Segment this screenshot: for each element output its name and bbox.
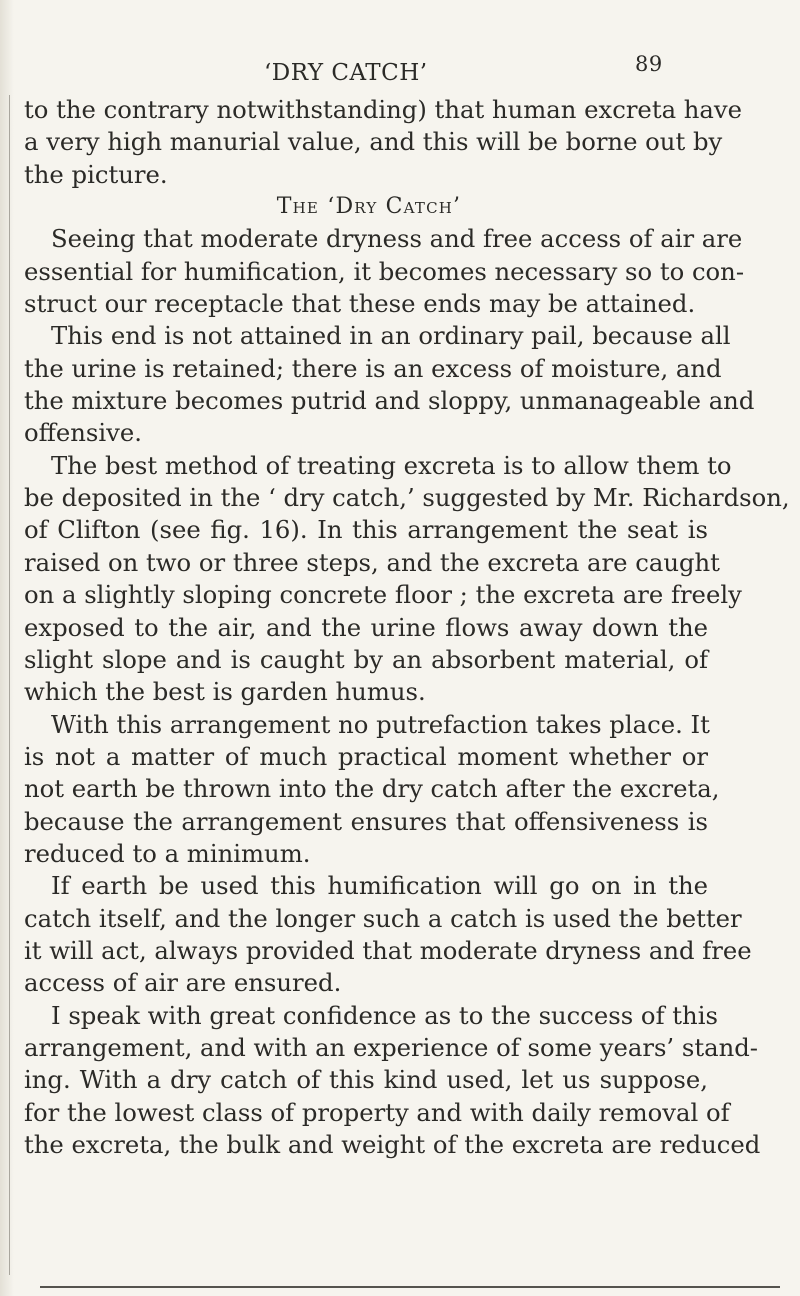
- text-line: not earth be thrown into the dry catch after the excreta,: [24, 774, 720, 804]
- text-line: Seeing that moderate dryness and free access of air are: [51, 224, 743, 254]
- page-left-edge-shadow: [0, 0, 14, 1296]
- text-line: reduced to a minimum.: [24, 838, 311, 868]
- text-line: the excreta, the bulk and weight of the excreta are reduced: [24, 1130, 761, 1159]
- text-line: the mixture becomes putrid and sloppy, unmanageable and: [24, 386, 755, 416]
- text-line: is not a matter of much practical moment whether or: [24, 741, 708, 771]
- text-line: ing. With a dry catch of this kind used, let us suppose,: [24, 1065, 708, 1095]
- text-line: on a slightly sloping concrete floor ; the excreta are freely: [24, 580, 742, 610]
- text-line: This end is not attained in an ordinary pail, because all: [51, 321, 731, 351]
- text-line: arrangement, and with an experience of some years’ stand-: [24, 1032, 758, 1062]
- text-line: raised on two or three steps, and the excreta are caught: [24, 547, 720, 577]
- text-line: slight slope and is caught by an absorbent material, of: [24, 644, 708, 674]
- text-line: for the lowest class of property and with daily removal of: [24, 1097, 730, 1127]
- text-line: offensive.: [24, 418, 142, 448]
- page-bottom-rule: [40, 1286, 780, 1288]
- running-title: ‘DRY CATCH’: [264, 60, 428, 86]
- text-line: to the contrary notwithstanding) that human excreta have: [24, 95, 743, 124]
- page-number: 89: [635, 52, 663, 76]
- text-line: which the best is garden humus.: [24, 677, 426, 707]
- section-heading: The ‘Dry Catch’: [276, 194, 462, 220]
- text-line: because the arrangement ensures that offensiveness is: [24, 806, 708, 836]
- text-line: essential for humification, it becomes necessary so to con-: [24, 256, 745, 286]
- text-line: be deposited in the ‘ dry catch,’ suggested by Mr. Richardson,: [24, 483, 790, 513]
- text-line: a very high manurial value, and this will be borne out by: [24, 127, 723, 157]
- running-head: [0, 52, 800, 86]
- body-text: [24, 94, 790, 1161]
- text-line: exposed to the air, and the urine flows away down the: [24, 612, 708, 642]
- text-line: struct our receptacle that these ends may be attained.: [24, 289, 696, 319]
- text-line: it will act, always provided that moderate dryness and free: [24, 935, 752, 965]
- text-line: of Clifton (see fig. 16). In this arrangement the seat is: [24, 515, 708, 545]
- text-line: If earth be used this humification will go on in the: [51, 871, 708, 901]
- text-line: The best method of treating excreta is to allow them to: [51, 450, 732, 480]
- text-line: I speak with great confidence as to the success of this: [51, 1000, 718, 1030]
- text-line: catch itself, and the longer such a catch is used the better: [24, 903, 742, 933]
- text-line: access of air are ensured.: [24, 968, 342, 998]
- text-line: the picture.: [24, 159, 168, 189]
- text-line: With this arrangement no putrefaction takes place. It: [51, 709, 710, 739]
- gutter-line: [9, 95, 10, 1275]
- text-line: the urine is retained; there is an excess of moisture, and: [24, 353, 722, 383]
